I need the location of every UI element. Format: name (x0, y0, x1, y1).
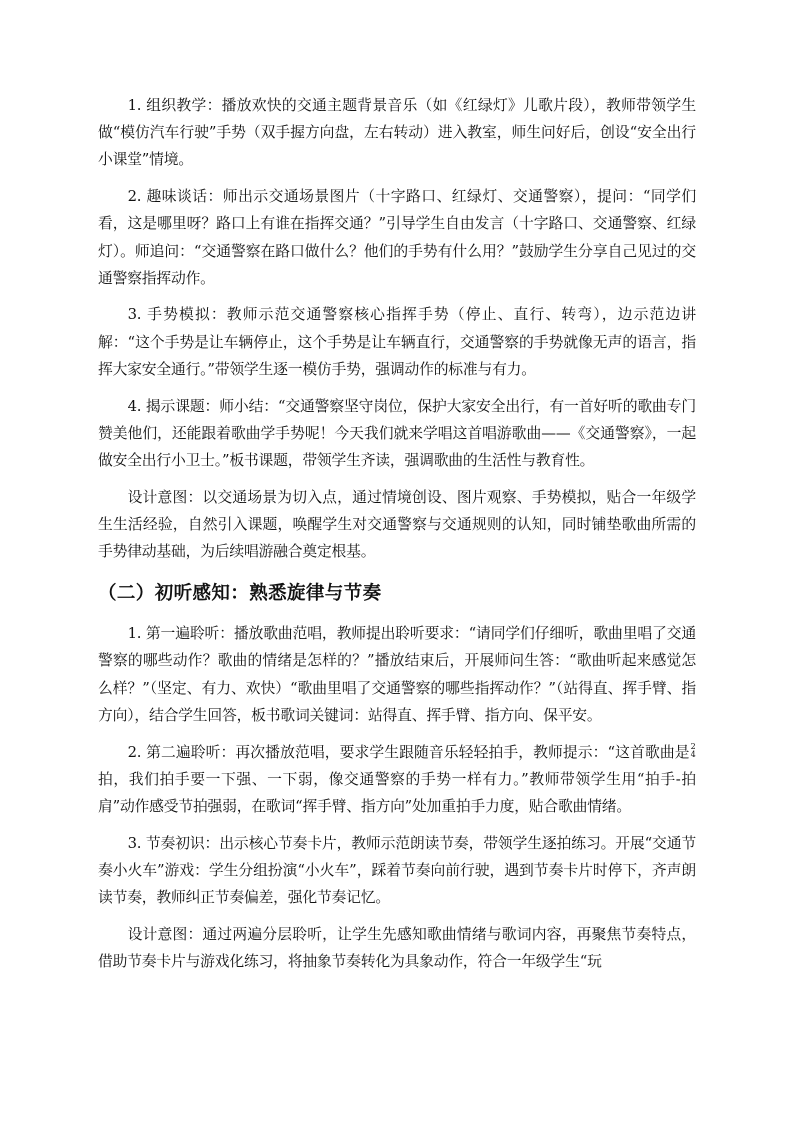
time-signature-top: 2 (690, 741, 696, 751)
paragraph-rhythm-intro: 3. 节奏初识：出示核心节奏卡片，教师示范朗读节奏，带领学生逐拍练习。开展“交通节奏小火车”游戏：学生分组扮演“小火车”，踩着节奏向前行驶，遇到节奏卡片时停下，齐声朗读节奏，教师纠正节奏偏差，强化节奏记忆。 (98, 834, 696, 907)
second-listen-text-after: 拍，我们拍手要一下强、一下弱，像交通警察的手势一样有力。”教师带领学生用“拍手-拍肩”动作感受节拍强弱，在歌词“挥手臂、指方向”处加重拍手力度，贴合歌曲情绪。 (98, 770, 696, 815)
page-content (98, 92, 696, 985)
section-heading-first-listen: （二）初听感知：熟悉旋律与节奏 (98, 583, 382, 605)
paragraph-gesture-imitation: 3. 手势模拟：教师示范交通警察核心指挥手势（停止、直行、转弯），边示范边讲解：“这个手势是让车辆停止，这个手势是让车辆直行，交通警察的手势就像无声的语言，指挥大家安全通行。”带领学生逐一模仿手势，强调动作的标准与有力。 (98, 306, 696, 378)
paragraph-first-listen: 1. 第一遍聆听：播放歌曲范唱，教师提出聆听要求：“请同学们仔细听，歌曲里唱了交通警察的哪些动作？歌曲的情绪是怎样的？”播放结束后，开展师问生答：“歌曲听起来感觉怎么样？”（坚定、有力、欢快）“歌曲里唱了交通警察的哪些指挥动作？”（站得直、挥手臂、指方向），结合学生回答，板书歌词关键词：站得直、挥手臂、指方向、保平安。 (98, 625, 696, 724)
paragraph-design-intent-1: 设计意图：以交通场景为切入点，通过情境创设、图片观察、手势模拟，贴合一年级学生生活经验，自然引入课题，唤醒学生对交通警察与交通规则的认知，同时铺垫歌曲所需的手势律动基础，为后续唱游融合奠定根基。 (98, 488, 696, 561)
paragraph-organize-teaching: 1. 组织教学：播放欢快的交通主题背景音乐（如《红绿灯》儿歌片段），教师带领学生做“模仿汽车行驶”手势（双手握方向盘，左右转动）进入教室，师生问好后，创设“安全出行小课堂”情境。 (98, 97, 696, 169)
paragraph-second-listen (98, 739, 696, 821)
paragraph-fun-conversation: 2. 趣味谈话：师出示交通场景图片（十字路口、红绿灯、交通警察），提问：“同学们看，这是哪里呀？路口上有谁在指挥交通？”引导学生自由发言（十字路口、交通警察、红绿灯）。师追问：“交通警察在路口做什么？他们的手势有什么用？”鼓励学生分享自己见过的交通警察指挥动作。 (98, 188, 696, 287)
time-signature-bottom: 4 (690, 749, 696, 759)
second-listen-text-before: 2. 第二遍聆听：再次播放范唱，要求学生跟随音乐轻轻拍手，教师提示：“这首歌曲是 (127, 743, 690, 761)
time-signature (691, 743, 696, 759)
paragraph-design-intent-2: 设计意图：通过两遍分层聆听，让学生先感知歌曲情绪与歌词内容，再聚焦节奏特点，借助节奏卡片与游戏化练习，将抽象节奏转化为具象动作，符合一年级学生“玩 (98, 925, 696, 970)
paragraph-reveal-topic: 4. 揭示课题：师小结：“交通警察坚守岗位，保护大家安全出行，有一首好听的歌曲专门赞美他们，还能跟着歌曲学手势呢！今天我们就来学唱这首唱游歌曲——《交通警察》，一起做安全出行小卫士。”板书课题，带领学生齐读，强调歌曲的生活性与教育性。 (98, 397, 696, 469)
